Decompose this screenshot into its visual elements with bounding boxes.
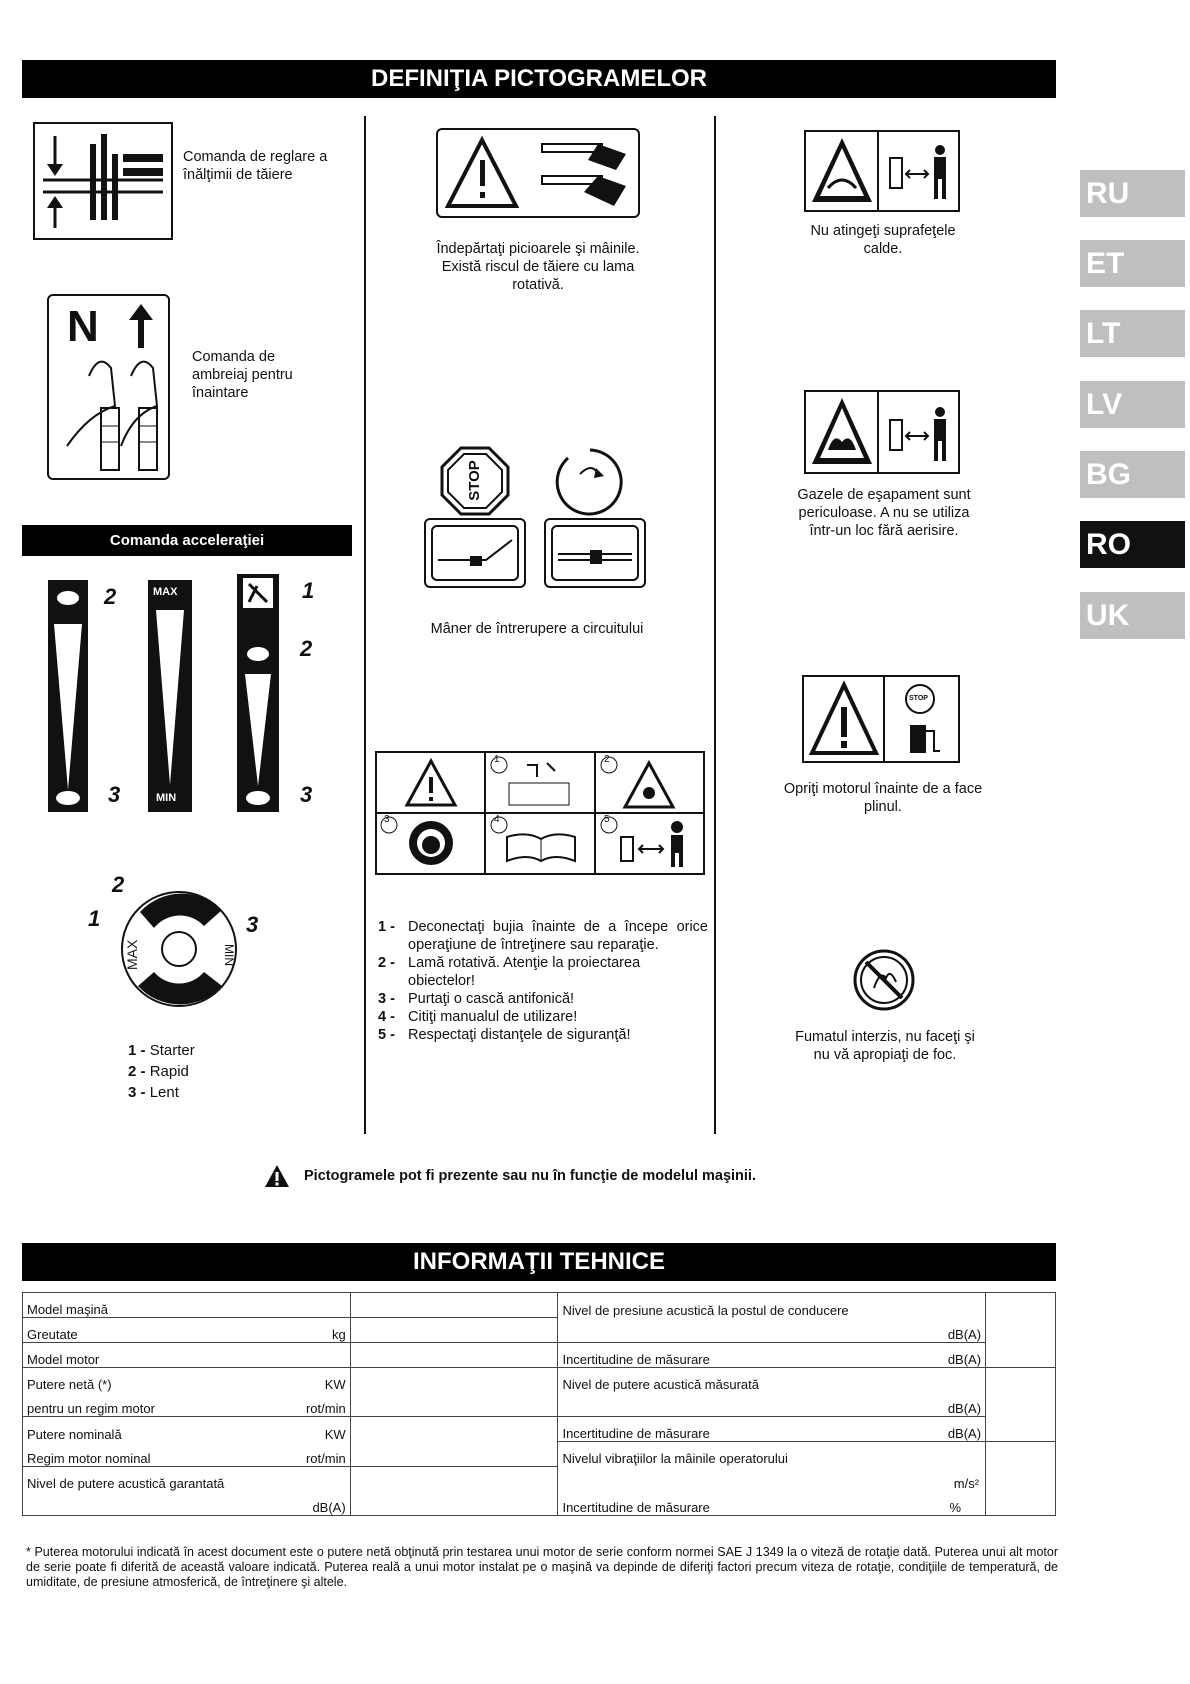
table-cell: dB(A) (23, 1491, 351, 1516)
safety-legend (378, 918, 708, 1044)
page-title: DEFINIŢIA PICTOGRAMELOR (371, 65, 707, 92)
clutch-control-icon (47, 294, 170, 480)
table-cell (986, 1293, 1056, 1368)
dial-number: 3 (246, 912, 259, 937)
table-cell: pentru un regim motor rot/min (23, 1392, 351, 1417)
throttle-lever-choke (237, 574, 279, 812)
legend-item: 1 - Deconectaţi bujia înainte de a începe orice operaţiune de întreţinere sau reparaţie. (378, 919, 708, 953)
handle-engaged-icon (544, 518, 646, 588)
dial-max-label: MAX (124, 939, 140, 970)
table-row (23, 1318, 1056, 1343)
table-cell: Incertitudine de măsurare % (558, 1491, 986, 1516)
table-cell (350, 1417, 558, 1467)
no-smoking-label: Fumatul interzis, nu faceţi şi nu vă apropiaţi de foc. (795, 1029, 975, 1063)
tech-info-table (22, 1292, 1056, 1516)
grid-number: 5 (604, 814, 610, 825)
legend-item: 2 - Lamă rotativă. Atenţie la proiectarea obiectelor! (378, 955, 641, 989)
cutting-height-icon (33, 122, 173, 240)
table-row (23, 1293, 1056, 1318)
table-cell: dB(A) (558, 1318, 986, 1343)
refuel-label: Opriţi motorul înainte de a face plinul. (783, 781, 983, 815)
legend-item: 4 - Citiţi manualul de utilizare! (378, 1009, 578, 1025)
exhaust-label: Gazele de eşapament sunt periculoase. A nu se utiliza într-un loc fără aerisire. (797, 487, 971, 539)
height-control-label: Comanda de reglare a înălţimii de tăiere (183, 149, 328, 183)
table-cell: Putere netă (*) KW (23, 1368, 351, 1393)
table-cell: Incertitudine de măsurare dB(A) (558, 1417, 986, 1442)
lang-tab-bg[interactable]: BG (1080, 451, 1185, 498)
table-cell (350, 1293, 558, 1318)
legend-item: 5 - Respectaţi distanţele de siguranţă! (378, 1027, 631, 1043)
table-row (23, 1417, 1056, 1442)
grid-number: 1 (494, 754, 500, 765)
model-note: Pictogramele pot fi prezente sau nu în funcţie de modelul maşinii. (304, 1168, 756, 1184)
table-row (23, 1466, 1056, 1491)
table-cell: Putere nominală KW (23, 1417, 351, 1442)
neutral-letter: N (67, 302, 99, 351)
refuel-stop-label: STOP (909, 695, 928, 702)
clutch-control-label: Comanda de ambreiaj pentru înaintare (192, 349, 293, 401)
lang-tab-ro[interactable]: RO (1080, 521, 1185, 568)
max-label: MAX (153, 586, 178, 598)
min-label: MIN (156, 792, 177, 804)
warning-icon (264, 1164, 290, 1188)
table-row (23, 1368, 1056, 1393)
column-divider (364, 116, 366, 1134)
footnote: * Puterea motorului indicată în acest document este o putere netă obţinută prin testarea unui motor de serie conform normei SAE J 1349 la o viteză de rotaţie dată. Puterea unui alt motor de serie poate fi diferită de această valoare indicată. Puterea reală a unui motor instalat pe o maşină va depinde de diferiţi factori precum viteza de rotaţie, condiţiile de temperatură, de umiditate, de presiune atmosferică, de întreţinere şi altele. (26, 1545, 1058, 1589)
table-cell: Nivel de putere acustică măsurată (558, 1368, 986, 1393)
grid-number: 4 (494, 814, 500, 825)
refuel-stop-icon (802, 675, 960, 763)
table-cell: Nivel de presiune acustică la postul de conducere (558, 1293, 986, 1318)
table-cell: Nivelul vibraţiilor la mâinile operatorului (558, 1442, 986, 1467)
table-cell: Greutate kg (23, 1318, 351, 1343)
handle-released-icon (424, 518, 526, 588)
throttle-section-title: Comanda acceleraţiei (109, 532, 265, 549)
table-cell: dB(A) (558, 1392, 986, 1417)
blade-warning-text: Îndepărtaţi picioarele şi mâinile. Există riscul de tăiere cu lama rotativă. (436, 241, 640, 293)
table-cell (350, 1466, 558, 1515)
dial-legend-item: 1 - Starter (128, 1042, 195, 1059)
lever-number: 2 (104, 584, 117, 609)
no-smoking-icon (852, 948, 916, 1012)
table-cell: Model maşină (23, 1293, 351, 1318)
table-cell (986, 1442, 1056, 1516)
table-cell: Model motor (23, 1343, 351, 1368)
lang-tab-uk[interactable]: UK (1080, 592, 1185, 639)
tech-info-title: INFORMAŢII TEHNICE (413, 1248, 665, 1275)
grid-number: 2 (604, 754, 610, 765)
lang-tab-et[interactable]: ET (1080, 240, 1185, 287)
table-cell (350, 1318, 558, 1343)
lang-tab-ru[interactable]: RU (1080, 170, 1185, 217)
stop-label: STOP (465, 460, 483, 501)
dial-legend-item: 2 - Rapid (128, 1063, 189, 1080)
table-cell (986, 1368, 1056, 1442)
exhaust-gas-icon (804, 390, 960, 474)
throttle-lever-rabbit-turtle (48, 580, 88, 812)
safety-pictogram-grid (375, 751, 705, 875)
dial-legend-item: 3 - Lent (128, 1084, 179, 1101)
legend-item: 3 - Purtaţi o cască antifonică! (378, 991, 575, 1007)
lang-tab-lv[interactable]: LV (1080, 381, 1185, 428)
tech-info-header (22, 1243, 1056, 1281)
column-divider (714, 116, 716, 1134)
dial-legend (128, 1040, 248, 1103)
circuit-handle-label: Mâner de întrerupere a circuitului (430, 621, 644, 637)
table-cell: Incertitudine de măsurare dB(A) (558, 1343, 986, 1368)
blade-hazard-icon (436, 128, 640, 218)
table-cell: Regim motor nominal rot/min (23, 1442, 351, 1467)
throttle-section-header (22, 525, 352, 556)
hot-surface-label: Nu atingeţi suprafeţele calde. (810, 223, 956, 257)
throttle-lever-max-min (148, 580, 192, 812)
table-cell (350, 1343, 558, 1368)
lever-number: 2 (300, 636, 313, 661)
rotation-icon (552, 446, 628, 518)
lever-number: 3 (108, 782, 121, 807)
hot-surface-icon (804, 130, 960, 212)
grid-number: 3 (384, 814, 390, 825)
table-cell: m/s² (558, 1466, 986, 1491)
table-cell: Nivel de putere acustică garantată (23, 1466, 351, 1491)
lang-tab-lt[interactable]: LT (1080, 310, 1185, 357)
lever-number: 1 (302, 578, 315, 603)
dial-min-label: MIN (222, 944, 236, 966)
pictogram-definitions-header (22, 60, 1056, 98)
dial-number: 1 (88, 906, 101, 931)
dial-number: 2 (112, 872, 125, 897)
table-row (23, 1343, 1056, 1368)
lever-number: 3 (300, 782, 313, 807)
table-cell (350, 1368, 558, 1417)
stop-icon (440, 446, 510, 516)
